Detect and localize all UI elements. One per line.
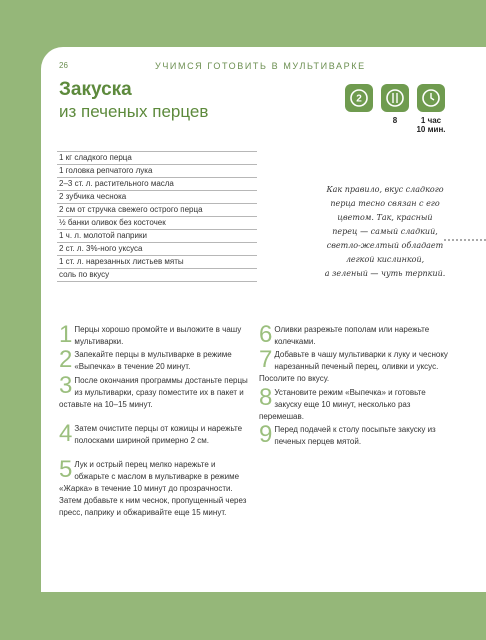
step-number: 3 <box>59 372 73 399</box>
ingredient-item: 2–3 ст. л. растительного масла <box>57 178 257 191</box>
section-title: УЧИМСЯ ГОТОВИТЬ В МУЛЬТИВАРКЕ <box>155 61 366 71</box>
step-text: Перед подачей к столу посыпьте закуску из печеных перцев мятой. <box>274 425 436 446</box>
note-line: легкой кислинкой, <box>345 255 425 264</box>
time-caption-2: 10 мин. <box>416 125 446 134</box>
clock-icon <box>417 84 445 112</box>
step-text: Установите режим «Выпечка» и готовьте закуску еще 10 минут, несколько раз перемешав. <box>259 388 426 421</box>
step-8 <box>259 384 449 423</box>
note-line: перец — самый сладкий, <box>332 227 438 236</box>
note-line: Как правило, вкус сладкого <box>326 185 444 194</box>
note-line: перца тесно связан с его <box>330 199 440 208</box>
ingredient-item: 2 ст. л. 3%-ного уксуса <box>57 243 257 256</box>
step-number: 5 <box>59 456 73 483</box>
step-text: Перцы хорошо промойте и выложите в чашу мультиварки. <box>74 325 242 346</box>
step-text: Добавьте в чашу мультиварки к луку и чесноку нарезанный печеный перец, оливки и уксус. Посолите по вкусу. <box>259 350 448 383</box>
servings-icon <box>345 84 373 112</box>
step-number: 6 <box>259 321 273 348</box>
portions-caption: 8 <box>392 116 398 125</box>
step-text: Затем очистите перцы от кожицы и нарежьте полосками шириной примерно 2 см. <box>74 424 243 445</box>
ingredient-item: ½ банки оливок без косточек <box>57 217 257 230</box>
fork-knife-icon <box>381 84 409 112</box>
step-number: 8 <box>259 384 273 411</box>
step-3 <box>59 372 249 411</box>
step-number: 9 <box>259 421 273 448</box>
step-number: 2 <box>59 346 73 373</box>
recipe-title: Закуска <box>59 79 132 100</box>
side-note <box>315 183 455 281</box>
servings-symbol: 2 <box>356 93 362 105</box>
portions-info <box>381 84 409 125</box>
note-line: цветом. Так, красный <box>337 213 433 222</box>
recipe-page <box>41 47 486 640</box>
page-number: 26 <box>59 61 68 70</box>
step-text: Лук и острый перец мелко нарежьте и обжарьте с маслом в мультиварке в режиме «Жарка» в течение 10 минут до прозрачности. Затем добавьте к ним чеснок, пропущенный через пресс, паприку и обжаривайте еще 15 минут. <box>59 460 247 517</box>
footer-band <box>0 592 486 640</box>
ingredient-item: соль по вкусу <box>57 269 257 282</box>
step-1 <box>59 321 249 348</box>
ingredient-list <box>57 151 257 282</box>
step-number: 7 <box>259 346 273 373</box>
note-line: светло-желтый обладает <box>326 241 444 250</box>
step-text: Оливки разрежьте пополам или нарежьте колечками. <box>274 325 430 346</box>
step-2 <box>59 346 249 373</box>
ingredient-item: 2 зубчика чеснока <box>57 191 257 204</box>
step-7 <box>259 346 449 385</box>
step-6 <box>259 321 449 348</box>
step-9 <box>259 421 449 448</box>
ingredient-item: 1 головка репчатого лука <box>57 165 257 178</box>
time-caption-1: 1 час <box>420 116 442 125</box>
dotted-leader <box>444 237 486 243</box>
step-number: 4 <box>59 420 73 447</box>
note-line: а зеленый — чуть терпкий. <box>324 269 446 278</box>
recipe-subtitle: из печеных перцев <box>59 102 209 121</box>
ingredient-item: 2 см от стручка свежего острого перца <box>57 204 257 217</box>
ingredient-item: 1 кг сладкого перца <box>57 151 257 165</box>
step-text: Запекайте перцы в мультиварке в режиме «Выпечка» в течение 20 минут. <box>74 350 232 371</box>
ingredient-item: 1 ст. л. нарезанных листьев мяты <box>57 256 257 269</box>
ingredient-item: 1 ч. л. молотой паприки <box>57 230 257 243</box>
step-4 <box>59 420 249 447</box>
time-info <box>417 84 451 134</box>
step-number: 1 <box>59 321 73 348</box>
step-text: После окончания программы достаньте перцы из мультиварки, сразу поместите их в пакет и оставьте на 10–15 минут. <box>59 376 248 409</box>
servings-info <box>345 84 373 112</box>
step-5 <box>59 456 249 519</box>
